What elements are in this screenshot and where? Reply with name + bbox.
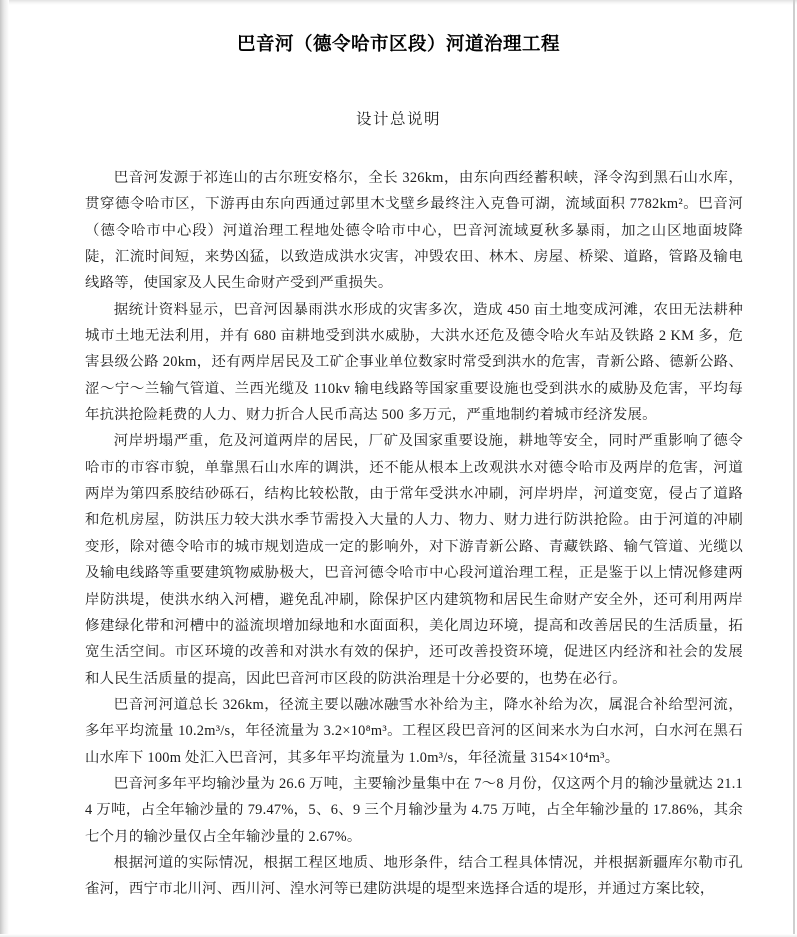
- paragraph-sediment-data: 巴音河多年平均输沙量为 26.6 万吨，主要输沙量集中在 7～8 月份，仅这两个月的输沙量就达 21.14 万吨，占全年输沙量的 79.47%，5、6、9 三个月输沙量为 4.75 万吨，占全年输沙量的 17.86%，其余七个月的输沙量仅占全年输沙量的 2.67%。: [85, 775, 743, 845]
- document-title: 巴音河（德令哈市区段）河道治理工程: [236, 33, 560, 54]
- page-right-edge-line: [793, 0, 795, 937]
- page-top-edge-shadow: [0, 0, 797, 5]
- paragraph-bank-collapse-and-project-necessity: 河岸坍塌严重，危及河道两岸的居民，厂矿及国家重要设施，耕地等安全，同时严重影响了德令哈市的市容市貌，单靠黑石山水库的调洪，还不能从根本上改观洪水对德令哈市及两岸的危害，河道两岸为第四系胶结砂砾石，结构比较松散，由于常年受洪水冲刷，河岸坍岸，河道变宽，侵占了道路和危机房屋，防洪压力较大洪水季节需投入大量的人力、物力、财力进行防洪抢险。由于河道的冲刷变形，除对德令哈市的城市规划造成一定的影响外，对下游青新公路、青藏铁路、输气管道、光缆以及输电线路等重要建筑物威胁极大，巴音河德令哈市中心段河道治理工程，正是鉴于以上情况修建两岸防洪堤，使洪水纳入河槽，避免乱冲刷，除保护区内建筑物和居民生命财产安全外，还可利用两岸修建绿化带和河槽中的溢流坝增加绿地和水面面积，美化周边环境，提高和改善居民的生活质量，拓宽生活空间。市区环境的改善和对洪水有效的保护，还可改善投资环境，促进区内经济和社会的发展和人民生活质量的提高，因此巴音河市区段的防洪治理是十分必要的，也势在必行。: [85, 433, 743, 687]
- paragraph-river-overview: 巴音河发源于祁连山的古尔班安格尔，全长 326km，由东向西经蓄积峡，泽令沟到黑石山水库，贯穿德令哈市区，下游再由东向西通过郭里木戈壁乡最终注入克鲁可湖，流域面积 7782km²。巴音河（德令哈市中心段）河道治理工程地处德令哈市中心，巴音河流域夏秋多暴雨，加之山区地面坡降陡，汇流时间短，来势凶猛，以致造成洪水灾害，冲毁农田、林木、房屋、桥梁、道路，管路及输电线路等，使国家及人民生命财产受到严重损失。: [85, 170, 743, 292]
- document-subtitle: 设计总说明: [355, 111, 441, 128]
- page-left-edge-shadow: [0, 0, 9, 937]
- document-body: [85, 165, 743, 903]
- paragraph-runoff-data: 巴音河河道总长 326km，径流主要以融冰融雪水补给为主，降水补给为次，属混合补给型河流，多年平均流量 10.2m³/s，年径流量为 3.2×10⁸m³。工程区段巴音河的区间来水为白水河，白水河在黑石山水库下 100m 处汇入巴音河，其多年平均流量为 1.0m³/s，年径流量 3154×10⁴m³。: [85, 696, 743, 766]
- paragraph-levee-type-selection: 根据河道的实际情况，根据工程区地质、地形条件，结合工程具体情况，并根据新疆库尔勒市孔雀河，西宁市北川河、西川河、湟水河等已建防洪堤的堤型来选择合适的堤形，并通过方案比较，: [85, 854, 743, 898]
- paragraph-flood-damage-statistics: 据统计资料显示，巴音河因暴雨洪水形成的灾害多次，造成 450 亩土地变成河滩，农田无法耕种城市土地无法利用，并有 680 亩耕地受到洪水威胁，大洪水还危及德令哈火车站及铁路 2 KM 多，危害县级公路 20km，还有两岸居民及工矿企事业单位数家时常受到洪水的危害，青新公路、德新公路、涩～宁～兰输气管道、兰西光缆及 110kv 输电线路等国家重要设施也受到洪水的威胁及危害，平均每年抗洪抢险耗费的人力、财力折合人民币高达 500 多万元，严重地制约着城市经济发展。: [85, 301, 743, 424]
